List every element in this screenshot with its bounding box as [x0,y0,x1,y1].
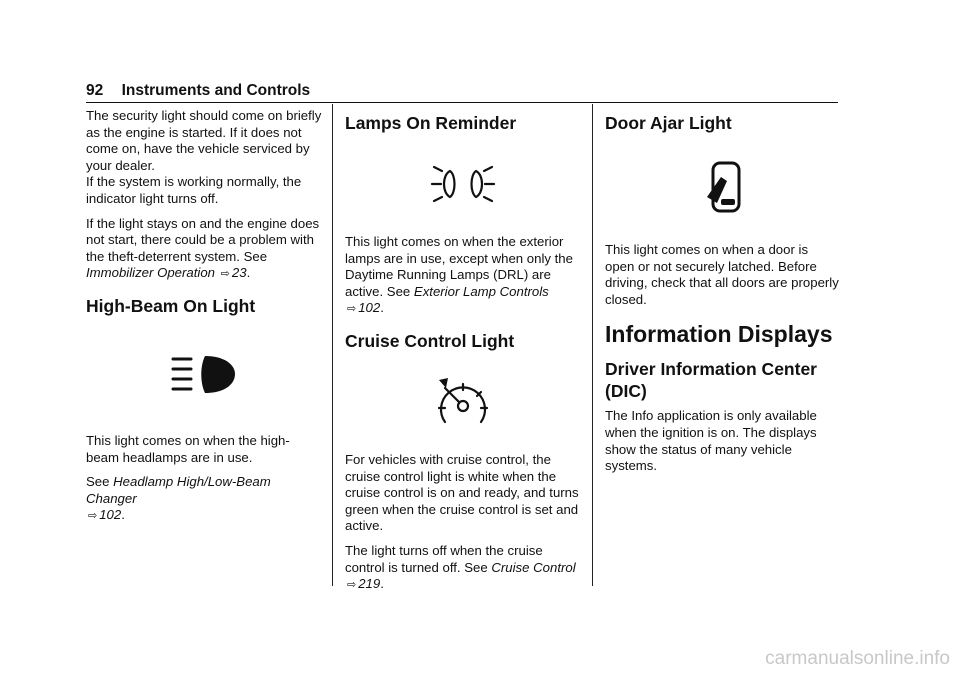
exterior-lamp-controls-link[interactable]: Exterior Lamp Controls [413,283,549,299]
no-start-text: If the light stays on and the engine does not start, there could be a problem with the theft-deterrent system. See [86,215,320,264]
column-3 [605,108,841,483]
lamps-on-text: This light comes on when the exterior lamps are in use, except when only the Daytime Running Lamps (DRL) are active. See [345,234,573,299]
page-header [86,82,310,100]
cruise-off-text: The light turns off when the cruise control is turned off. See [345,542,543,575]
door-ajar-heading: Door Ajar Light [605,113,732,133]
watermark: carmanualsonline.info [765,648,950,669]
high-beam-heading: High-Beam On Light [86,295,256,316]
security-paragraph: The security light should come on briefly as the engine is started. If it does not come on, have the vehicle serviced by your dealer. [86,108,322,173]
high-beam-icon [86,317,322,433]
see-high-low-paragraph: See Headlamp High/Low-Beam Changer ⇨ 102. [86,474,271,523]
page-arrow-icon: ⇨ [220,268,230,281]
information-displays-heading: Information Displays [605,321,833,348]
see-text: See [86,474,114,490]
lamps-on-heading: Lamps On Reminder [345,113,517,133]
dic-heading: Driver Information Center (DIC) [605,359,817,402]
no-start-paragraph: If the light stays on and the engine does not start, there could be a problem with the theft-deterrent system. See Immobilizer Operation ⇨ 23. [86,215,320,281]
column-1 [86,108,322,533]
cruise-control-page[interactable]: 219 [358,576,381,592]
column-divider-1 [332,104,333,586]
section-title: Instruments and Controls [121,82,311,99]
column-divider-2 [592,104,593,586]
page-arrow-icon: ⇨ [347,303,357,316]
cruise-control-heading: Cruise Control Light [345,330,515,351]
door-ajar-paragraph: This light comes on when a door is open or not securely latched. Before driving, check that all doors are properly closed. [605,242,839,307]
cruise-control-icon [345,352,581,452]
cruise-control-link[interactable]: Cruise Control [491,559,576,575]
page-arrow-icon: ⇨ [88,510,98,523]
lamps-on-paragraph: This light comes on when the exterior lamps are in use, except when only the Daytime Running Lamps (DRL) are active. See Exterior Lamp Controls ⇨ 102. [345,234,573,316]
page-number: 92 [86,82,104,99]
high-low-beam-link[interactable]: Headlamp High/Low-Beam Changer [86,474,271,506]
dic-paragraph: The Info application is only available when the ignition is on. The displays show the status of many vehicle systems. [605,408,817,474]
normal-paragraph: If the system is working normally, the indicator light turns off. [86,174,302,206]
column-2 [345,108,581,602]
high-beam-paragraph: This light comes on when the high-beam headlamps are in use. [86,432,290,465]
page-arrow-icon: ⇨ [347,579,357,592]
immobilizer-link[interactable]: Immobilizer Operation [86,265,215,281]
cruise-paragraph: For vehicles with cruise control, the cruise control light is white when the cruise control is on and ready, and turns green when the cruise control is set and active. [345,451,579,534]
cruise-off-paragraph: The light turns off when the cruise control is turned off. See Cruise Control ⇨ 219. [345,542,576,592]
exterior-lamp-page[interactable]: 102 [358,300,381,316]
high-low-beam-page[interactable]: 102 [99,507,122,523]
immobilizer-page[interactable]: 23 [231,265,247,281]
door-ajar-icon [605,134,841,242]
header-rule [86,102,838,103]
exterior-lamps-icon [345,134,581,234]
